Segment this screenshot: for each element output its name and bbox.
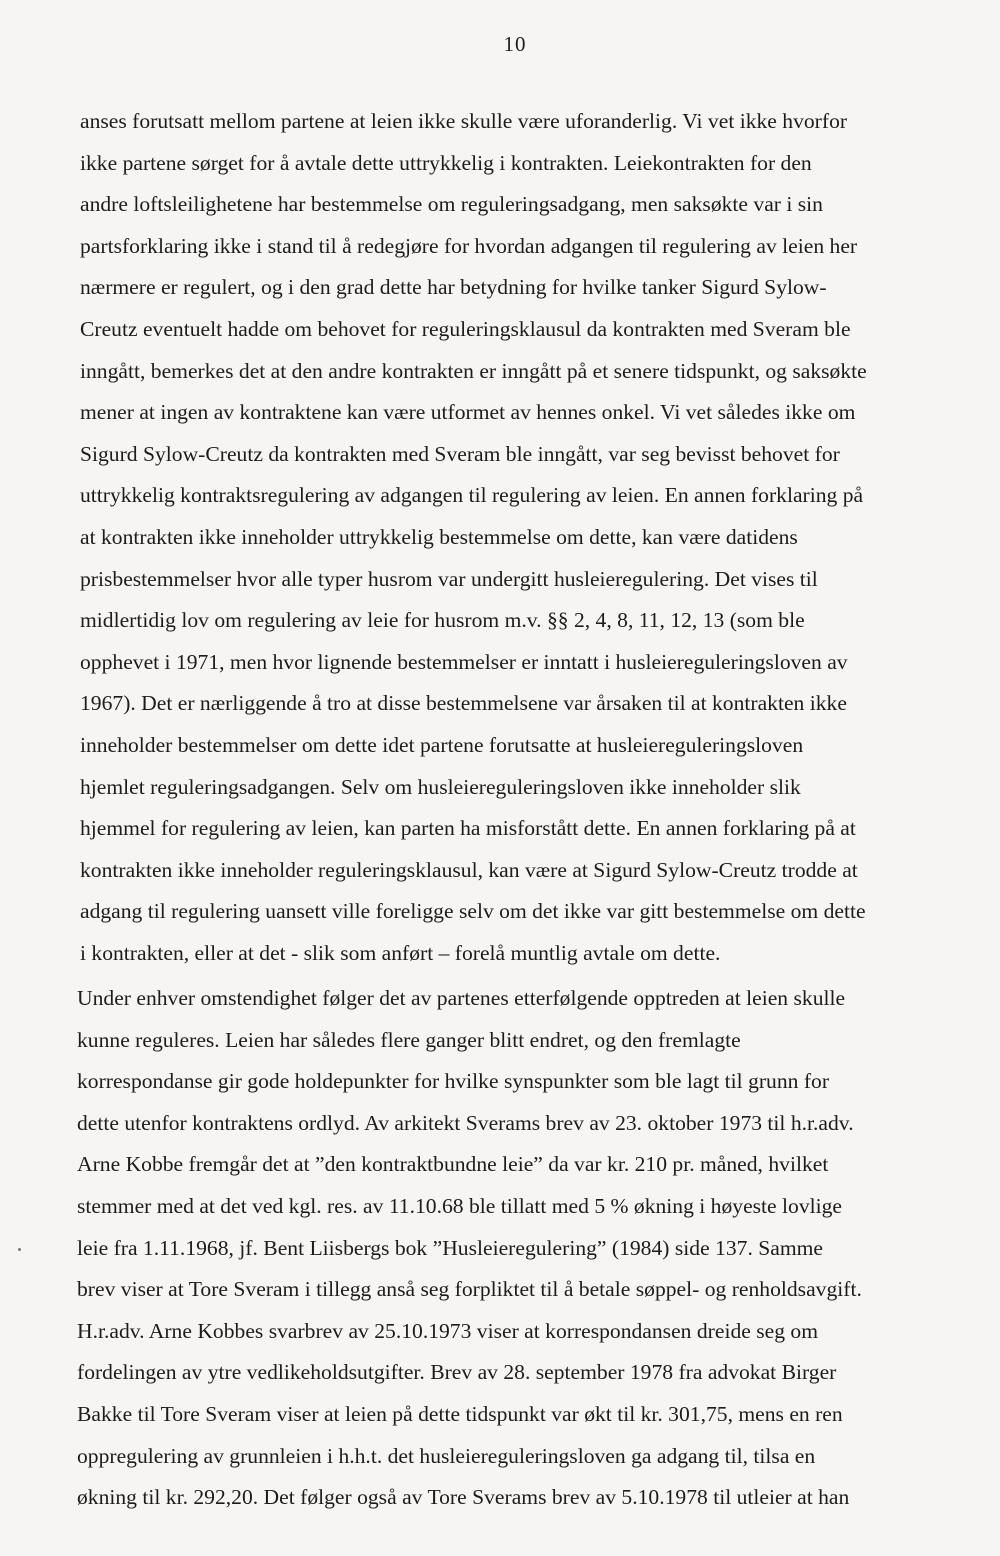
text-line: brev viser at Tore Sveram i tillegg anså seg forpliktet til å betale søppel- og renholdsavgift. [77,1277,862,1302]
text-line: stemmer med at det ved kgl. res. av 11.10.68 ble tillatt med 5 % økning i høyeste lovlige [77,1193,843,1218]
text-line: fordelingen av ytre vedlikeholdsutgifter. Brev av 28. september 1978 fra advokat Birger [77,1360,837,1385]
text-line: partsforklaring ikke i stand til å redegjøre for hvordan adgangen til regulering av leien her [80,233,858,258]
text-line: Creutz eventuelt hadde om behovet for reguleringsklausul da kontrakten med Sveram ble [80,316,851,341]
text-line: korrespondanse gir gode holdepunkter for hvilke synspunkter som ble lagt til grunn for [77,1069,830,1094]
text-line: uttrykkelig kontraktsregulering av adgangen til regulering av leien. En annen forklaring på [80,483,864,508]
text-line: kunne reguleres. Leien har således flere ganger blitt endret, og den fremlagte [77,1027,741,1052]
body-text-part-2 [77,978,862,1519]
text-line: opphevet i 1971, men hvor lignende bestemmelser er inntatt i husleiereguleringsloven av [80,649,848,674]
text-line: at kontrakten ikke inneholder uttrykkelig bestemmelse om dette, kan være datidens [80,524,798,549]
text-line: ikke partene sørget for å avtale dette uttrykkelig i kontrakten. Leiekontrakten for den [80,150,812,175]
text-line: dette utenfor kontraktens ordlyd. Av arkitekt Sverams brev av 23. oktober 1973 til h.r.adv. [77,1110,854,1135]
text-line: økning til kr. 292,20. Det følger også av Tore Sverams brev av 5.10.1978 til utleier at han [77,1485,850,1510]
body-text-part-1 [80,101,867,974]
text-line: 1967). Det er nærliggende å tro at disse bestemmelsene var årsaken til at kontrakten ikke [80,691,847,716]
text-line: mener at ingen av kontraktene kan være utformet av hennes onkel. Vi vet således ikke om [80,400,856,425]
page-number: 10 [503,32,527,56]
text-line: nærmere er regulert, og i den grad dette har betydning for hvilke tanker Sigurd Sylow- [80,275,827,300]
text-line: Bakke til Tore Sveram viser at leien på dette tidspunkt var økt til kr. 301,75, mens en ren [77,1401,843,1426]
text-line: midlertidig lov om regulering av leie for husrom m.v. §§ 2, 4, 8, 11, 12, 13 (som ble [80,608,805,633]
text-line: anses forutsatt mellom partene at leien ikke skulle være uforanderlig. Vi vet ikke hvorfor [80,109,848,133]
scan-speck [18,1248,21,1251]
text-line: hjemlet reguleringsadgangen. Selv om husleiereguleringsloven ikke inneholder slik [80,774,801,799]
text-line: inneholder bestemmelser om dette idet partene forutsatte at husleiereguleringsloven [80,732,804,757]
text-line: Sigurd Sylow-Creutz da kontrakten med Sveram ble inngått, var seg bevisst behovet for [80,441,840,466]
text-line: prisbestemmelser hvor alle typer husrom var undergitt husleieregulering. Det vises til [80,566,818,591]
text-line: adgang til regulering uansett ville foreligge selv om det ikke var gitt bestemmelse om dette [80,899,866,924]
text-line: inngått, bemerkes det at den andre kontrakten er inngått på et senere tidspunkt, og saksøkte [80,358,867,383]
text-line: oppregulering av grunnleien i h.h.t. det husleiereguleringsloven ga adgang til, tilsa en [77,1443,816,1468]
text-line: hjemmel for regulering av leien, kan parten ha misforstått dette. En annen forklaring på at [80,816,856,841]
text-line: kontrakten ikke inneholder reguleringsklausul, kan være at Sigurd Sylow-Creutz trodde at [80,857,858,882]
text-line: i kontrakten, eller at det - slik som anført – forelå muntlig avtale om dette. [80,940,721,965]
text-line: Arne Kobbe fremgår det at ”den kontraktbundne leie” da var kr. 210 pr. måned, hvilket [77,1152,829,1177]
text-line: andre loftsleilighetene har bestemmelse om reguleringsadgang, men saksøkte var i sin [80,192,823,217]
text-line: H.r.adv. Arne Kobbes svarbrev av 25.10.1973 viser at korrespondansen dreide seg om [77,1318,818,1343]
text-line: leie fra 1.11.1968, jf. Bent Liisbergs bok ”Husleieregulering” (1984) side 137. Samme [77,1235,824,1260]
text-line: Under enhver omstendighet følger det av partenes etterfølgende opptreden at leien skulle [77,986,846,1010]
